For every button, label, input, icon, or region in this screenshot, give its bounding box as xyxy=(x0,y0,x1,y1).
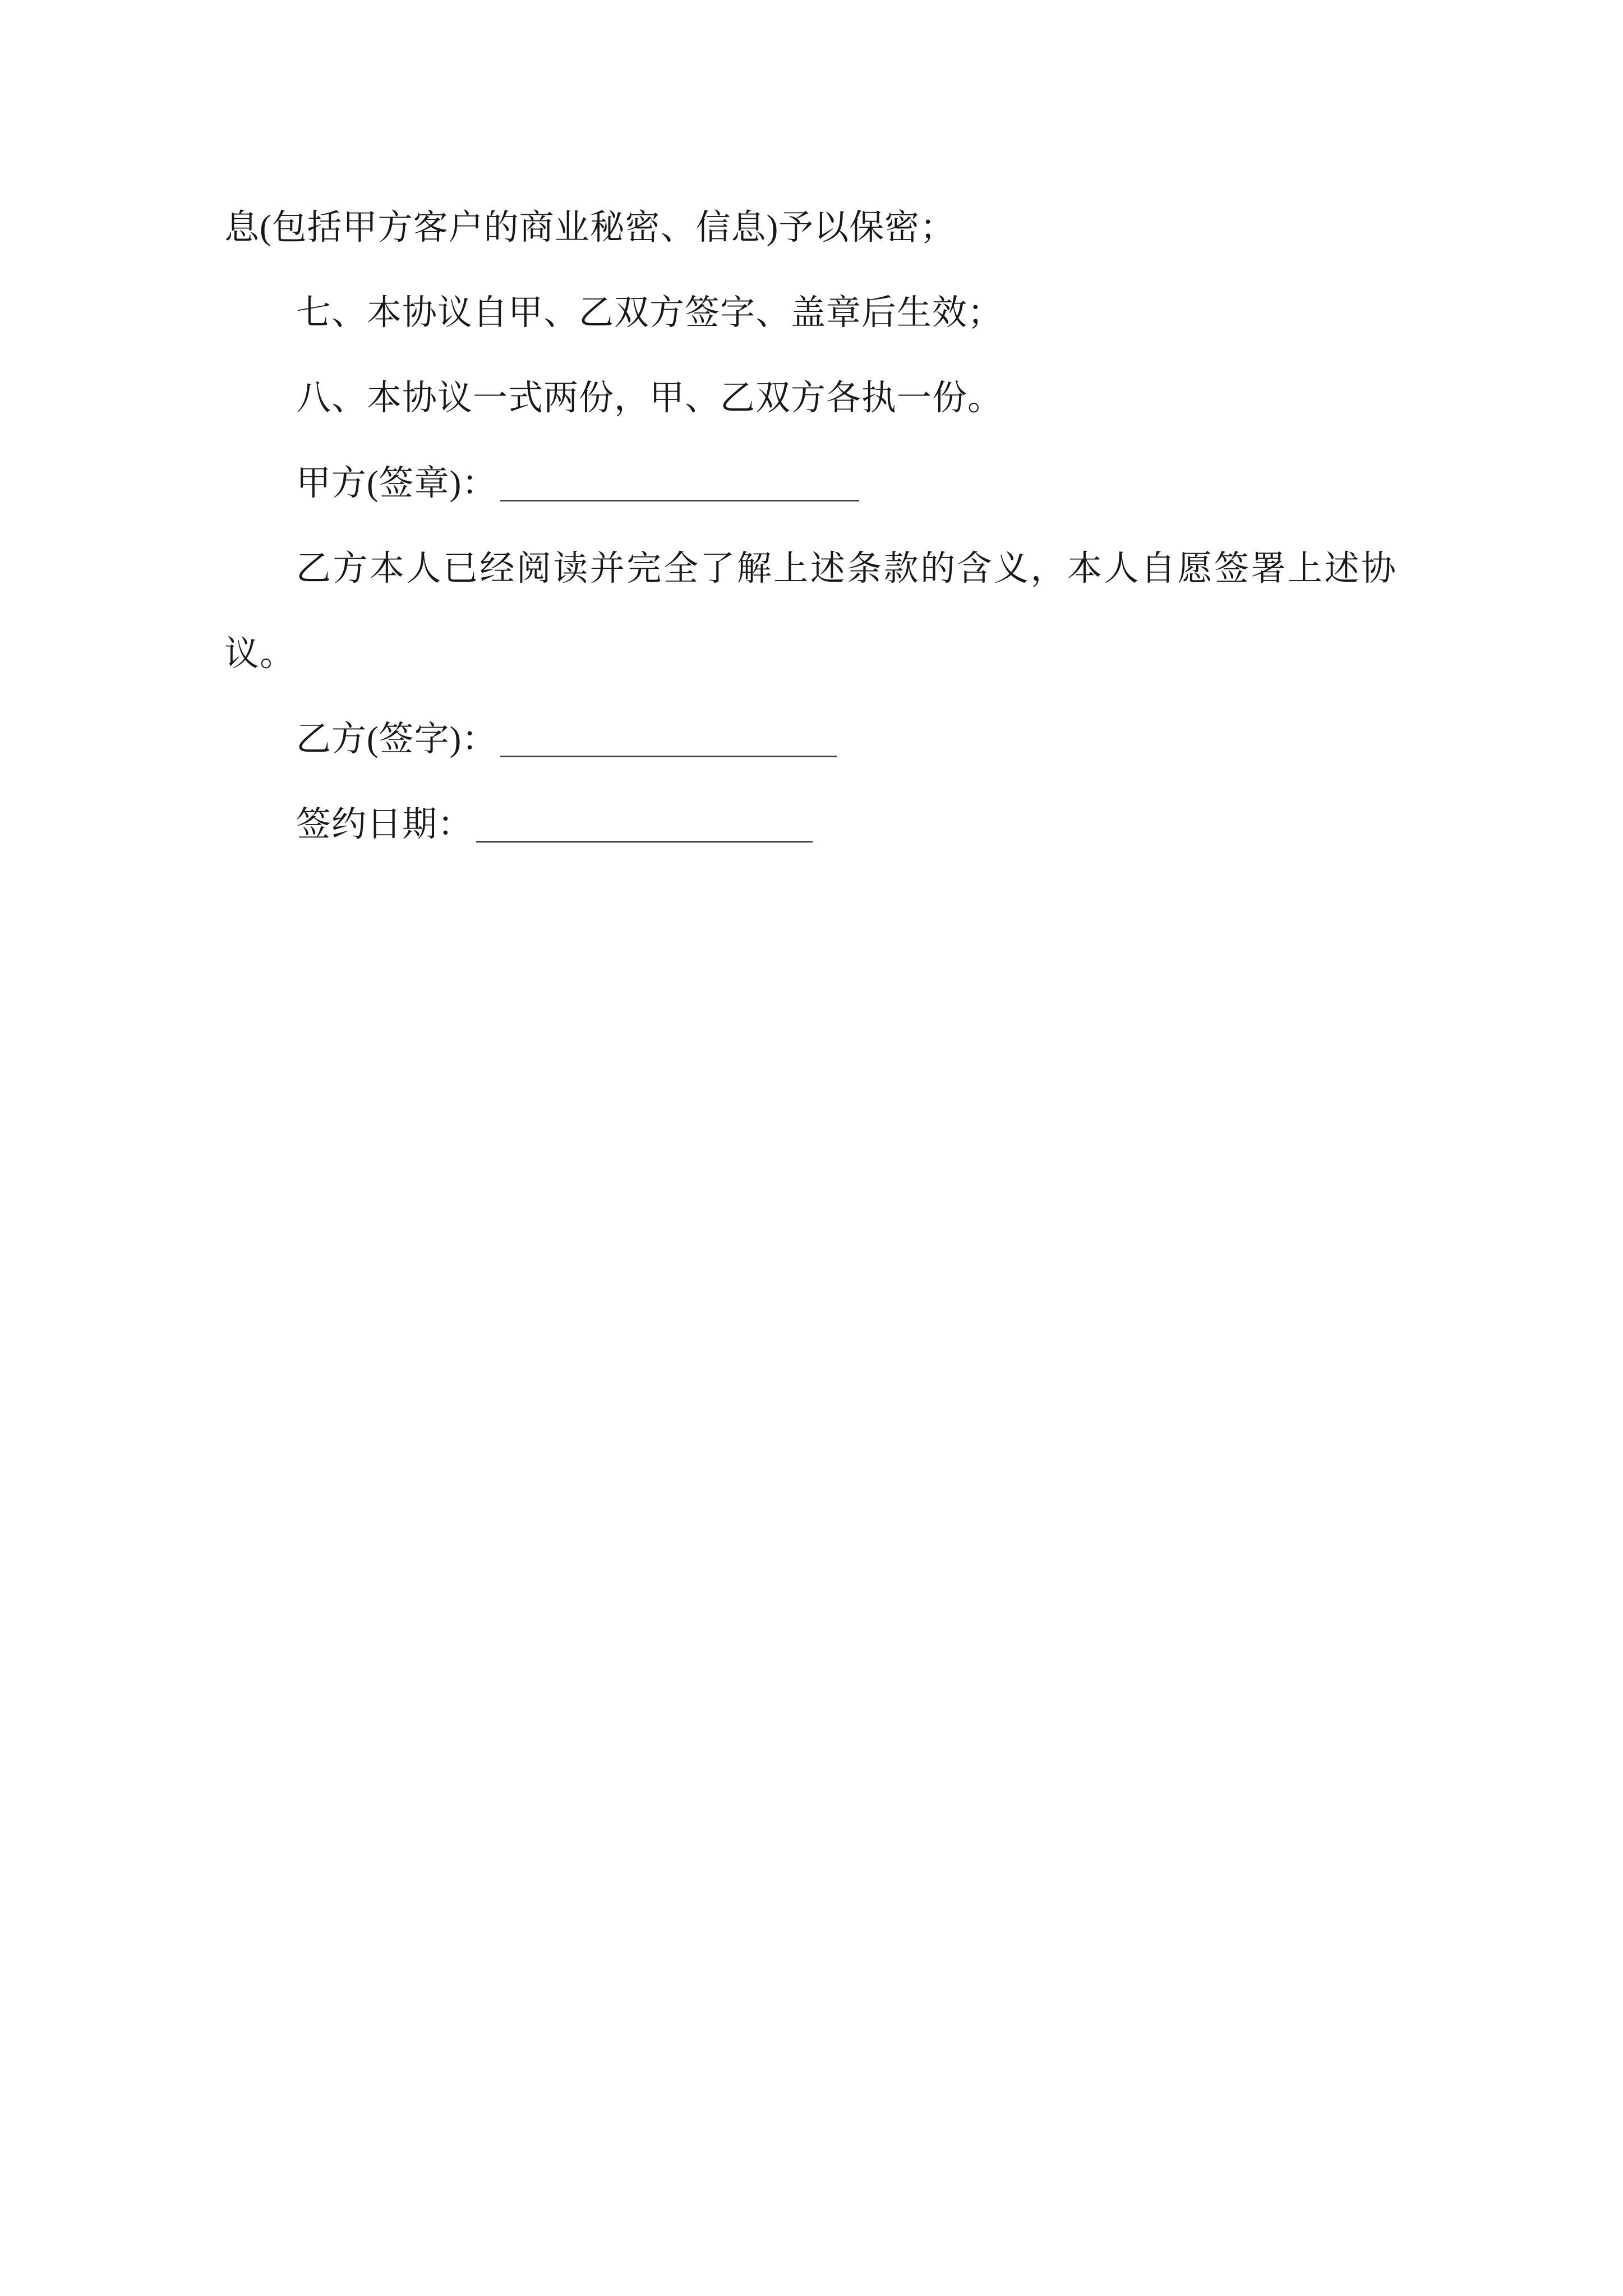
signing-date-field[interactable] xyxy=(476,808,813,843)
paragraph-clause-7: 七、本协议自甲、乙双方签字、盖章后生效； xyxy=(296,294,1003,332)
party-b-signature-label: 乙方(签字)： xyxy=(296,720,497,758)
signing-date-label: 签约日期： xyxy=(296,806,473,844)
signature-block-date xyxy=(224,782,1396,867)
party-a-seal-field[interactable] xyxy=(500,467,859,501)
signature-block-party-b xyxy=(224,697,1396,782)
paragraph-clause-8: 八、本协议一式两份，甲、乙双方各执一份。 xyxy=(296,379,1003,417)
paragraph-clause-6-continued: 息(包括甲方客户的商业秘密、信息)予以保密； xyxy=(224,209,956,247)
document-body xyxy=(224,185,1396,867)
party-b-signature-field[interactable] xyxy=(500,723,837,757)
paragraph-party-b-declaration: 乙方本人已经阅读并完全了解上述条款的含义，本人自愿签署上述协议。 xyxy=(224,550,1396,673)
party-a-seal-label: 甲方(签章)： xyxy=(296,464,497,503)
signature-block-party-a xyxy=(224,441,1396,526)
